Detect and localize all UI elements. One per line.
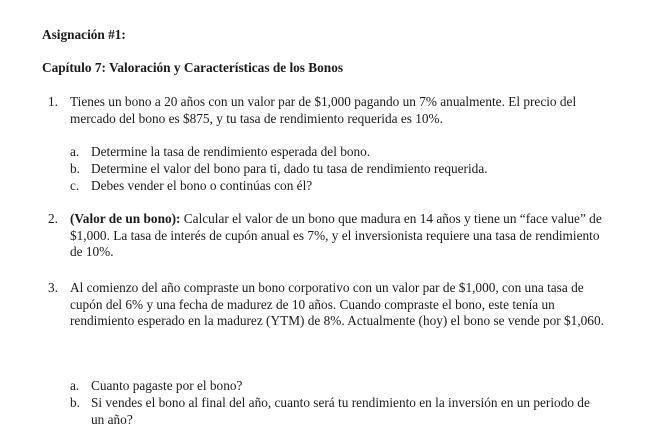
question-3-item-b bbox=[70, 395, 590, 428]
question-bold-lead: (Valor de un bono): bbox=[70, 211, 181, 226]
item-text: Determine la tasa de rendimiento esperada del bono. bbox=[91, 144, 371, 159]
item-text: Cuanto pagaste por el bono? bbox=[91, 378, 243, 393]
question-number: 3. bbox=[48, 280, 58, 295]
item-letter: c. bbox=[70, 178, 80, 193]
question-2 bbox=[42, 211, 612, 261]
item-text: Debes vender el bono o continúas con él? bbox=[91, 178, 313, 193]
question-number: 1. bbox=[48, 94, 58, 109]
question-number: 2. bbox=[48, 211, 58, 226]
question-3 bbox=[42, 280, 612, 330]
question-1-item-a bbox=[70, 144, 590, 161]
question-text: Calcular el valor de un bono que madura en 14 años y tiene un “face value” de $1,000. La tasa de interés de cupón anual es 7%, y el inversionista requiere una tasa de rendimiento de 10%. bbox=[70, 211, 602, 260]
question-body bbox=[70, 211, 610, 261]
assignment-title: Asignación #1: bbox=[42, 27, 126, 42]
question-text: Tienes un bono a 20 años con un valor par de $1,000 pagando un 7% anualmente. El precio del mercado del bono es $875, y tu tasa de rendimiento requerida es 10%. bbox=[70, 94, 577, 126]
item-letter: a. bbox=[70, 378, 80, 393]
item-text: Determine el valor del bono para ti, dado tu tasa de rendimiento requerida. bbox=[91, 161, 488, 176]
item-letter: b. bbox=[70, 395, 80, 410]
question-3-item-a bbox=[70, 378, 590, 395]
question-1 bbox=[42, 94, 612, 127]
question-1-item-b bbox=[70, 161, 590, 178]
question-1-item-c bbox=[70, 178, 590, 195]
item-letter: b. bbox=[70, 161, 80, 176]
question-text: Al comienzo del año compraste un bono corporativo con un valor par de $1,000, con una tasa de cupón del 6% y una fecha de madurez de 10 años. Cuando compraste el bono, este tenía un rendimiento esperado en la madurez (YTM) de 8%. Actualmente (hoy) el bono se vende por $1,060. bbox=[70, 280, 604, 329]
item-text: Si vendes el bono al final del año, cuanto será tu rendimiento en la inversión en un periodo de un año? bbox=[91, 395, 590, 427]
item-letter: a. bbox=[70, 144, 80, 159]
chapter-title: Capítulo 7: Valoración y Características de los Bonos bbox=[42, 60, 344, 75]
